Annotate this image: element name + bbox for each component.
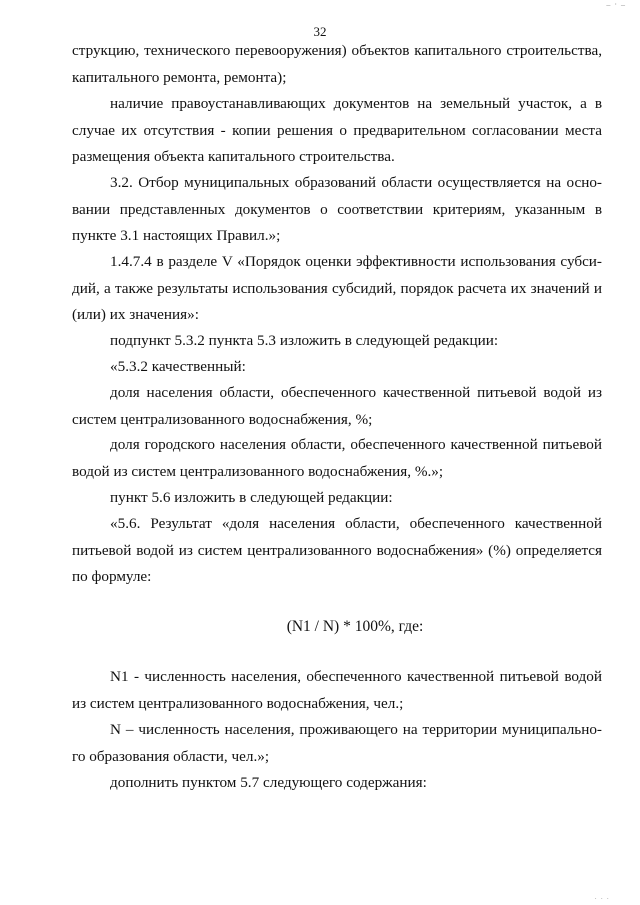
text-line: подпункт 5.3.2 пункта 5.3 изложить в следующей редакции: bbox=[110, 332, 499, 349]
corner-mark-bottom: · · · bbox=[594, 895, 610, 903]
paragraph-documents bbox=[72, 91, 602, 171]
text-line: доля городского населения области, обеспеченного качественной питьевой bbox=[110, 436, 602, 453]
corner-mark-top: – · – bbox=[606, 0, 626, 9]
paragraph-n1-definition bbox=[72, 664, 602, 717]
text-line: наличие правоустанавливающих документов на земельный участок, а в bbox=[110, 95, 602, 112]
text-line: N – численность населения, проживающего на территории муниципально- bbox=[110, 721, 602, 738]
text-line: дий, а также результаты использования субсидий, порядок расчета их значений и bbox=[72, 279, 602, 297]
text-line: (или) их значения»: bbox=[72, 306, 199, 323]
text-line: вании представленных документов о соответствии критериям, указанным в bbox=[72, 200, 602, 218]
paragraph-5-3-2-heading bbox=[72, 354, 602, 381]
paragraph-3-2 bbox=[72, 170, 602, 250]
paragraph-1-4-7-4 bbox=[72, 249, 602, 329]
text-line: струкцию, технического перевооружения) объектов капитального строительства, bbox=[72, 42, 602, 59]
text-line: дополнить пунктом 5.7 следующего содержания: bbox=[110, 774, 427, 791]
text-line: «5.6. Результат «доля населения области, обеспеченного качественной bbox=[110, 515, 602, 532]
text-line: водой из систем централизованного водоснабжения, %.»; bbox=[72, 462, 444, 480]
paragraph-continuation bbox=[72, 38, 602, 91]
text-line: доля населения области, обеспеченного качественной питьевой водой из bbox=[110, 384, 602, 401]
text-line: из систем централизованного водоснабжения, чел.; bbox=[72, 694, 404, 712]
text-line: го образования области, чел.»; bbox=[72, 747, 270, 765]
text-line: питьевой водой из систем централизованного водоснабжения» (%) определяется bbox=[72, 541, 602, 559]
text-line: «5.3.2 качественный: bbox=[110, 358, 246, 375]
text-line: 1.4.7.4 в разделе V «Порядок оценки эффективности использования субси- bbox=[110, 253, 602, 270]
text-line: размещения объекта капитального строительства. bbox=[72, 148, 395, 165]
text-line: систем централизованного водоснабжения, %; bbox=[72, 410, 373, 428]
text-line: пункт 5.6 изложить в следующей редакции: bbox=[110, 489, 393, 506]
paragraph-subpoint-5-3-2 bbox=[72, 328, 602, 355]
text-line: 3.2. Отбор муниципальных образований области осуществляется на осно- bbox=[110, 174, 602, 191]
text-line: пункте 3.1 настоящих Правил.»; bbox=[72, 227, 281, 244]
text-line: N1 - численность населения, обеспеченного качественной питьевой водой bbox=[110, 668, 602, 685]
paragraph-share-population bbox=[72, 380, 602, 433]
text-line: по формуле: bbox=[72, 568, 152, 585]
text-line: случае их отсутствия - копии решения о предварительном согласовании места bbox=[72, 121, 602, 139]
page-number: 32 bbox=[313, 24, 327, 39]
formula: (N1 / N) * 100%, где: bbox=[286, 618, 424, 635]
paragraph-n-definition bbox=[72, 717, 602, 770]
paragraph-5-6-result bbox=[72, 511, 602, 591]
paragraph-share-urban-population bbox=[72, 432, 602, 485]
text-line: капитального ремонта, ремонта); bbox=[72, 68, 287, 86]
paragraph-add-point-5-7 bbox=[72, 770, 602, 797]
paragraph-point-5-6 bbox=[72, 485, 602, 512]
